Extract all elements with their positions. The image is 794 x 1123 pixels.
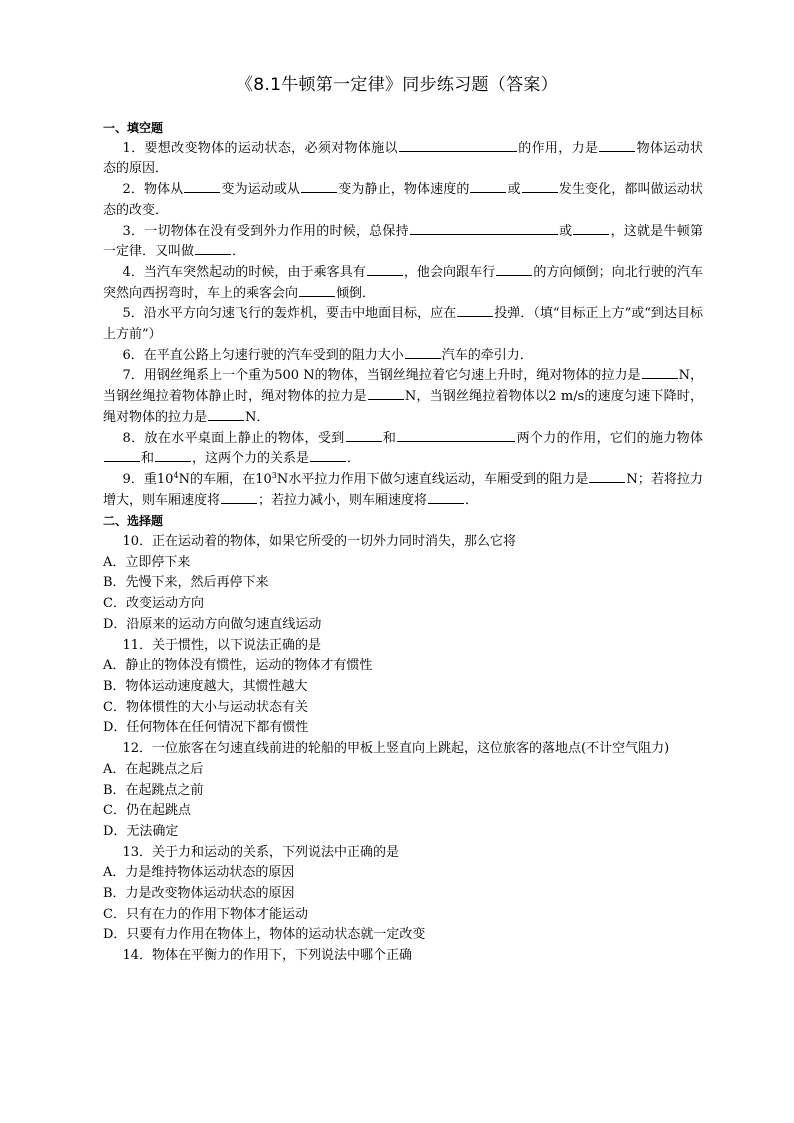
option-c: C．仍在起跳点 <box>103 803 191 819</box>
option-b: B．先慢下来，然后再停下来 <box>103 575 269 591</box>
answer-blank[interactable] <box>195 253 231 255</box>
answer-blank[interactable] <box>299 295 335 297</box>
answer-blank[interactable] <box>367 274 403 276</box>
question-14-stem: 14．物体在平衡力的作用下，下列说法中哪个正确 <box>122 948 413 964</box>
answer-blank[interactable] <box>397 440 515 442</box>
section-heading-choice: 二、选择题 <box>103 514 164 529</box>
question-7: 7．用钢丝绳系上一个重为500 N的物体，当钢丝绳拉着它匀速上升时，绳对物体的拉力是 N，当钢丝绳拉着物体静止时，绳对物体的拉力是 N，当钢丝绳拉着物体以2 m/s的速度匀速下降时，绳对物体的拉力是 N． <box>103 368 703 425</box>
question-2: 2．物体从 变为运动或从 变为静止，物体速度的 或 发生变化，都叫做运动状态的改变． <box>103 182 703 218</box>
answer-blank[interactable] <box>301 191 337 193</box>
option-b: B．物体运动速度越大，其惯性越大 <box>103 678 308 694</box>
answer-blank[interactable] <box>405 357 441 359</box>
answer-blank[interactable] <box>573 233 609 235</box>
section-heading-fill: 一、填空题 <box>103 121 164 135</box>
option-c: C．改变运动方向 <box>103 596 204 612</box>
question-11-stem: 11．关于惯性，以下说法正确的是 <box>122 637 322 653</box>
answer-blank[interactable] <box>184 191 220 193</box>
option-d: D．任何物体在任何情况下都有惯性 <box>103 720 309 736</box>
question-4: 4．当汽车突然起动的时候，由于乘客具有 ，他会向跟车行 的方向倾倒；向北行驶的汽车突然向西拐弯时，车上的乘客会向 倾倒． <box>103 264 703 301</box>
option-d: D．沿原来的运动方向做匀速直线运动 <box>103 616 322 632</box>
answer-blank[interactable] <box>642 377 678 379</box>
option-a: A．立即停下来 <box>103 554 191 570</box>
answer-blank[interactable] <box>470 191 506 193</box>
question-8: 8．放在水平桌面上静止的物体，受到 和 两个力的作用，它们的施力物体和 ，这两个力的关系是 ． <box>103 429 703 470</box>
option-d: D．无法确定 <box>103 823 179 839</box>
question-1: 1．要想改变物体的运动状态，必须对物体施以 的作用，力是 物体运动状态的原因． <box>103 140 703 177</box>
option-a: A．静止的物体没有惯性，运动的物体才有惯性 <box>103 658 373 674</box>
answer-blank[interactable] <box>346 440 382 442</box>
answer-blank[interactable] <box>589 481 625 483</box>
question-3: 3．一切物体在没有受到外力作用的时候，总保持 或 ，这就是牛顿第一定律．又叫做 ． <box>103 223 703 260</box>
question-12-stem: 12．一位旅客在匀速直线前进的轮船的甲板上竖直向上跳起，这位旅客的落地点(不计空气阻力) <box>122 741 670 757</box>
answer-blank[interactable] <box>410 233 558 235</box>
answer-blank[interactable] <box>522 191 558 193</box>
option-c: C．只有在力的作用下物体才能运动 <box>103 906 308 922</box>
answer-blank[interactable] <box>496 274 532 276</box>
question-6: 6．在平直公路上匀速行驶的汽车受到的阻力大小 汽车的牵引力． <box>122 347 533 363</box>
answer-blank[interactable] <box>310 460 346 462</box>
answer-blank[interactable] <box>368 398 404 400</box>
answer-blank[interactable] <box>155 460 191 462</box>
question-body <box>103 118 703 967</box>
question-13-stem: 13．关于力和运动的关系，下列说法中正确的是 <box>122 844 400 860</box>
page-title: 《8.1牛顿第一定律》同步练习题（答案） <box>235 75 559 95</box>
answer-blank[interactable] <box>457 315 493 317</box>
answer-blank[interactable] <box>599 150 635 152</box>
question-9: 9．重$10^4N$的车厢，在$10^3N$水平拉力作用下做匀速直线运动，车厢受到的阻力是 N；若将拉力增大，则车厢速度将 ；若拉力减小，则车厢速度将 ． <box>103 470 703 508</box>
answer-blank[interactable] <box>428 502 464 504</box>
question-10-stem: 10．正在运动着的物体，如果它所受的一切外力同时消失，那么它将 <box>122 534 517 550</box>
option-a: A．在起跳点之后 <box>103 761 204 777</box>
answer-blank[interactable] <box>104 460 140 462</box>
option-b: B．力是改变物体运动状态的原因 <box>103 886 295 902</box>
answer-blank[interactable] <box>208 419 244 421</box>
option-c: C．物体惯性的大小与运动状态有关 <box>103 699 308 715</box>
question-5: 5．沿水平方向匀速飞行的轰炸机，要击中地面目标，应在 投弹．（填“目标正上方”或“到达目标上方前”） <box>103 306 703 343</box>
answer-blank[interactable] <box>399 150 517 152</box>
option-a: A．力是维持物体运动状态的原因 <box>103 865 295 881</box>
option-b: B．在起跳点之前 <box>103 782 204 798</box>
answer-blank[interactable] <box>221 502 257 504</box>
option-d: D．只要有力作用在物体上，物体的运动状态就一定改变 <box>103 927 426 943</box>
